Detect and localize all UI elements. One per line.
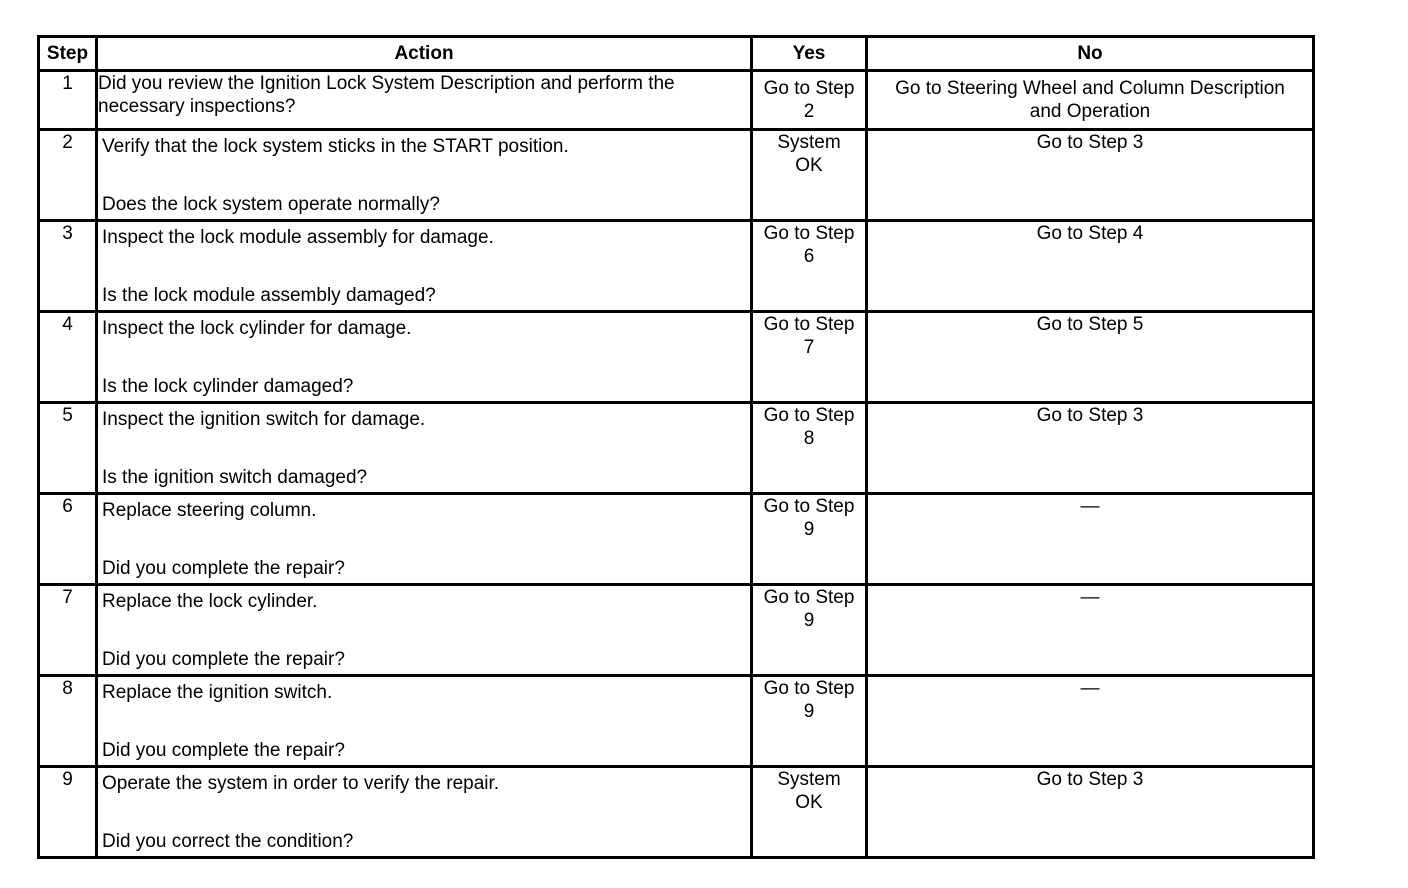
action-question: Is the lock cylinder damaged?: [102, 376, 354, 397]
action-question: Did you complete the repair?: [102, 649, 345, 670]
yes-text: OK: [795, 155, 823, 176]
action-cell: [97, 494, 752, 585]
step-number: 8: [39, 676, 97, 767]
action-instruction: Replace steering column.: [102, 500, 317, 521]
table-row: [39, 312, 1314, 403]
diagnostic-table: [37, 35, 1315, 859]
no-cell: [867, 71, 1314, 130]
yes-text: Go to Step: [763, 587, 855, 608]
action-instruction: Inspect the lock cylinder for damage.: [102, 318, 412, 339]
action-instruction: Replace the ignition switch.: [102, 682, 333, 703]
yes-cell: [752, 71, 867, 130]
yes-text: Go to Step: [763, 678, 855, 699]
action-question: Does the lock system operate normally?: [102, 194, 440, 215]
yes-cell: [752, 403, 867, 494]
yes-text: 9: [803, 610, 815, 631]
action-instruction: Verify that the lock system sticks in the START position.: [102, 136, 569, 157]
header-yes: Yes: [752, 37, 867, 71]
action-text: Did you review the Ignition Lock System Description and perform the: [98, 73, 675, 94]
table-row: [39, 494, 1314, 585]
step-number: 4: [39, 312, 97, 403]
no-text: Go to Step 3: [1036, 132, 1144, 153]
yes-cell: [752, 585, 867, 676]
no-cell: [867, 767, 1314, 858]
action-cell: [97, 71, 752, 130]
yes-cell: [752, 130, 867, 221]
yes-text: 6: [803, 246, 815, 267]
no-text: Go to Step 4: [1036, 223, 1144, 244]
no-cell: [867, 221, 1314, 312]
yes-text: Go to Step: [763, 78, 855, 99]
table-row: [39, 585, 1314, 676]
step-number: 5: [39, 403, 97, 494]
yes-text: Go to Step: [763, 496, 855, 517]
action-instruction: Replace the lock cylinder.: [102, 591, 318, 612]
yes-text: 2: [803, 101, 815, 122]
no-text: Go to Step 5: [1036, 314, 1144, 335]
action-question: Did you complete the repair?: [102, 740, 345, 761]
table-row: [39, 676, 1314, 767]
no-dash: —: [1080, 587, 1100, 608]
yes-text: Go to Step: [763, 223, 855, 244]
yes-cell: [752, 312, 867, 403]
no-cell: [867, 676, 1314, 767]
step-number: 7: [39, 585, 97, 676]
yes-text: 9: [803, 519, 815, 540]
header-action: Action: [97, 37, 752, 71]
no-text: Go to Step 3: [1036, 405, 1144, 426]
action-question: Did you complete the repair?: [102, 558, 345, 579]
action-question: Is the lock module assembly damaged?: [102, 285, 436, 306]
no-text: Go to Steering Wheel and Column Description: [895, 78, 1285, 99]
action-cell: [97, 130, 752, 221]
no-dash: —: [1080, 496, 1100, 517]
action-cell: [97, 312, 752, 403]
step-number: 9: [39, 767, 97, 858]
step-number: 1: [39, 71, 97, 130]
step-number: 2: [39, 130, 97, 221]
step-number: 3: [39, 221, 97, 312]
yes-text: 7: [803, 337, 815, 358]
no-cell: [867, 403, 1314, 494]
action-instruction: Operate the system in order to verify the repair.: [102, 773, 500, 794]
header-row: [39, 37, 1314, 71]
action-cell: [97, 585, 752, 676]
yes-cell: [752, 221, 867, 312]
table-row: [39, 221, 1314, 312]
no-text: and Operation: [1029, 101, 1151, 122]
yes-text: System: [777, 132, 841, 153]
no-dash: —: [1080, 678, 1100, 699]
no-cell: [867, 494, 1314, 585]
yes-cell: [752, 494, 867, 585]
yes-text: 8: [803, 428, 815, 449]
action-cell: [97, 767, 752, 858]
action-cell: [97, 676, 752, 767]
header-step: Step: [39, 37, 97, 71]
yes-text: Go to Step: [763, 314, 855, 335]
action-instruction: Inspect the lock module assembly for damage.: [102, 227, 494, 248]
action-question: Did you correct the condition?: [102, 831, 354, 852]
table-row: [39, 403, 1314, 494]
no-cell: [867, 312, 1314, 403]
yes-text: 9: [803, 701, 815, 722]
no-cell: [867, 130, 1314, 221]
action-question: Is the ignition switch damaged?: [102, 467, 368, 488]
table-row: [39, 130, 1314, 221]
action-cell: [97, 403, 752, 494]
yes-text: Go to Step: [763, 405, 855, 426]
yes-text: System: [777, 769, 841, 790]
action-cell: [97, 221, 752, 312]
no-text: Go to Step 3: [1036, 769, 1144, 790]
action-instruction: Inspect the ignition switch for damage.: [102, 409, 426, 430]
action-text: necessary inspections?: [98, 96, 296, 117]
step-number: 6: [39, 494, 97, 585]
header-no: No: [867, 37, 1314, 71]
yes-cell: [752, 767, 867, 858]
no-cell: [867, 585, 1314, 676]
table-row: [39, 767, 1314, 858]
yes-text: OK: [795, 792, 823, 813]
table-row: [39, 71, 1314, 130]
yes-cell: [752, 676, 867, 767]
